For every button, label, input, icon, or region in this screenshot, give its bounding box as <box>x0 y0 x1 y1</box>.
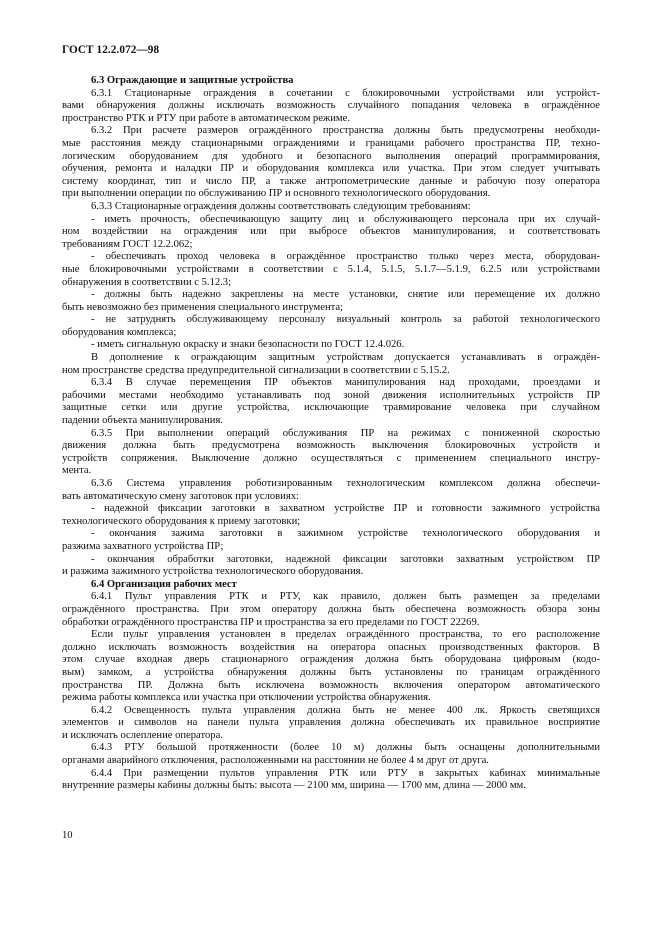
text-line: 6.3 Ограждающие и защитные устройства <box>91 75 294 86</box>
text-line: оборудования комплекса; <box>62 326 177 338</box>
text-line: - надежной фиксации заготовки в захватном устройстве ПР и готовности зажимного устройства <box>91 503 600 515</box>
text-line: органами аварийного отключения, расположенными на расстоянии не более 4 м друг от друга. <box>62 755 489 767</box>
text-line: мые расстояния между стационарными ограждениями и границами рабочего пространства ПР, техно- <box>62 137 600 149</box>
text-line: должно исключать возможность воздействия на оператора опасных производственных факторов. В <box>62 641 600 653</box>
text-line: ном воздействии на ограждения или при выбросе объектов манипулирования, и соответствовать <box>62 226 600 238</box>
paragraph <box>62 503 600 528</box>
paragraph <box>62 377 600 427</box>
text-line: вать автоматическую смену заготовок при условиях: <box>62 490 299 502</box>
text-line: пространство РТК и РТУ при работе в автоматическом режиме. <box>62 112 350 124</box>
text-line: падении объекта манипулирования. <box>62 415 223 427</box>
text-line: 6.3.2 При расчете размеров ограждённого пространства должны быть предусмотрены необходи- <box>91 125 600 137</box>
paragraph <box>62 591 600 629</box>
text-line: этом случае входная дверь стационарного ограждения должна быть оборудована цифровым (кодо- <box>62 654 600 666</box>
text-line: логическим оборудованием для удобного и безопасного выполнения операций программирования, <box>62 150 600 162</box>
text-line: - обеспечивать проход человека в ограждённое пространство только через места, оборудован- <box>91 251 600 263</box>
section-heading <box>62 75 600 88</box>
text-line: 6.3.4 В случае перемещения ПР объектов манипулирования над проходами, проездами и <box>91 377 600 389</box>
text-line: - не затруднять обслуживающему персоналу визуальный контроль за работой технологического <box>91 314 600 326</box>
text-line: движения должна быть предусмотрена возможность выключения блокировочных устройств и <box>62 440 600 452</box>
paragraph <box>62 201 600 214</box>
text-line: быть невозможно без применения специального инструмента; <box>62 301 344 313</box>
paragraph <box>62 314 600 339</box>
text-line: 6.3.3 Стационарные ограждения должны соответствовать следующим требованиям: <box>91 200 471 212</box>
text-line: 6.3.1 Стационарные ограждения в сочетании с блокировочными устройствами или устройст- <box>91 87 600 99</box>
text-line: мента. <box>62 465 92 477</box>
text-line: вами обнаружения должны исключать возможность случайного попадания человека в ограждённое <box>62 100 600 112</box>
text-line: обучения, ремонта и наладки ПР и оборудования комплекса или участка. При этом следует учитывать <box>62 163 600 175</box>
page-number: 10 <box>62 830 73 841</box>
text-line: режима работы комплекса или участка при отключении устройства обнаружения. <box>62 692 431 704</box>
text-line: пространства ПР. Должна быть исключена возможность включения оператором автоматического <box>62 679 600 691</box>
text-line: 6.4.1 Пульт управления РТК и РТУ, как правило, должен быть размещен за пределами <box>91 591 600 603</box>
paragraph <box>62 251 600 289</box>
text-line: 6.4.4 При размещении пультов управления РТК или РТУ в закрытых кабинах минимальные <box>91 767 600 779</box>
text-line: и разжима зажимного устройства технологического оборудования. <box>62 566 364 578</box>
paragraph <box>62 428 600 478</box>
paragraph <box>62 705 600 743</box>
paragraph <box>62 125 600 201</box>
text-line: 6.3.6 Система управления роботизированным технологическим комплексом должна обеспечи- <box>91 478 600 489</box>
text-line: разжима захватного устройства ПР; <box>62 540 224 552</box>
text-line: обработки ограждённого пространства ПР и пространства за его пределами по ГОСТ 22269. <box>62 616 480 628</box>
text-line: - должны быть надежно закреплены на месте установки, снятие или перемещение их должно <box>91 289 600 301</box>
paragraph <box>62 768 600 793</box>
text-line: - окончания зажима заготовки в зажимном устройстве технологического оборудования и <box>91 528 600 540</box>
text-line: и исключать ослепление оператора. <box>62 729 223 741</box>
paragraph <box>62 352 600 377</box>
text-line: ные блокировочными устройствами в соответствии с 5.1.4, 5.1.5, 5.1.7—5.1.9, 6.2.5 или устройствами <box>62 263 600 275</box>
text-line: элементов и символов на панели пульта управления должна обеспечивать их правильное восприятие <box>62 717 600 729</box>
paragraph <box>62 289 600 314</box>
text-line: 6.4.2 Освещенность пульта управления должна быть не менее 400 лк. Яркость светящихся <box>91 704 600 716</box>
paragraph <box>62 88 600 126</box>
paragraph <box>62 554 600 579</box>
paragraph <box>62 339 600 352</box>
text-line: ограждённого пространства. При этом оператору должна быть обеспечена возможность обзора зоны <box>62 603 600 615</box>
text-line: внутренние размеры кабины должны быть: высота — 2100 мм, ширина — 1700 мм, длина — 2000 мм. <box>62 780 526 792</box>
text-line: - иметь сигнальную окраску и знаки безопасности по ГОСТ 12.4.026. <box>91 339 405 351</box>
text-line: - иметь прочность, обеспечивающую защиту лиц и обслуживающего персонала при их случай- <box>91 213 600 225</box>
document-header: ГОСТ 12.2.072—98 <box>62 44 160 56</box>
text-line: требованиям ГОСТ 12.2.062; <box>62 238 193 250</box>
paragraph <box>62 629 600 705</box>
paragraph <box>62 528 600 553</box>
paragraph <box>62 742 600 767</box>
text-line: вым) замком, а устройства обнаружения должны быть установлены по границам ограждённого <box>62 666 600 678</box>
text-line: В дополнение к ограждающим защитным устройствам допускается устанавливать в ограждён- <box>91 352 600 364</box>
text-line: рабочими местами необходимо устанавливать под зоной движения исполнительных устройств ПР <box>62 389 600 401</box>
document-body <box>62 75 600 793</box>
text-line: систему координат, тип и число ПР, а также антропометрические данные и рабочую позу оператора <box>62 175 600 187</box>
paragraph <box>62 214 600 252</box>
paragraph <box>62 478 600 503</box>
text-line: 6.4.3 РТУ большой протяженности (более 10 м) должны быть оснащены дополнительными <box>91 742 600 754</box>
text-line: 6.3.5 При выполнении операций обслуживания ПР на режимах с пониженной скоростью <box>91 427 600 439</box>
text-line: при выполнении операции по обслуживанию ПР и основного технологического оборудования. <box>62 188 491 200</box>
text-line: - окончания обработки заготовки, надежной фиксации заготовки захватным устройством ПР <box>91 553 600 565</box>
text-line: устройств сопряжения. Выключение должно осуществляться с применением специального инстру- <box>62 452 600 464</box>
text-line: технологического оборудования к приему заготовки; <box>62 515 301 527</box>
text-line: 6.4 Организация рабочих мест <box>91 578 237 590</box>
text-line: ном пространстве средства предупредительной сигнализации в соответствии с 5.15.2. <box>62 364 450 376</box>
text-line: Если пульт управления установлен в пределах ограждённого пространства, то его расположение <box>91 629 600 641</box>
text-line: защитные сетки или другие устройства, исключающие травмирование человека при случайном <box>62 402 600 414</box>
section-heading <box>62 579 600 592</box>
text-line: обнаружения в соответствии с 5.12.3; <box>62 276 232 288</box>
